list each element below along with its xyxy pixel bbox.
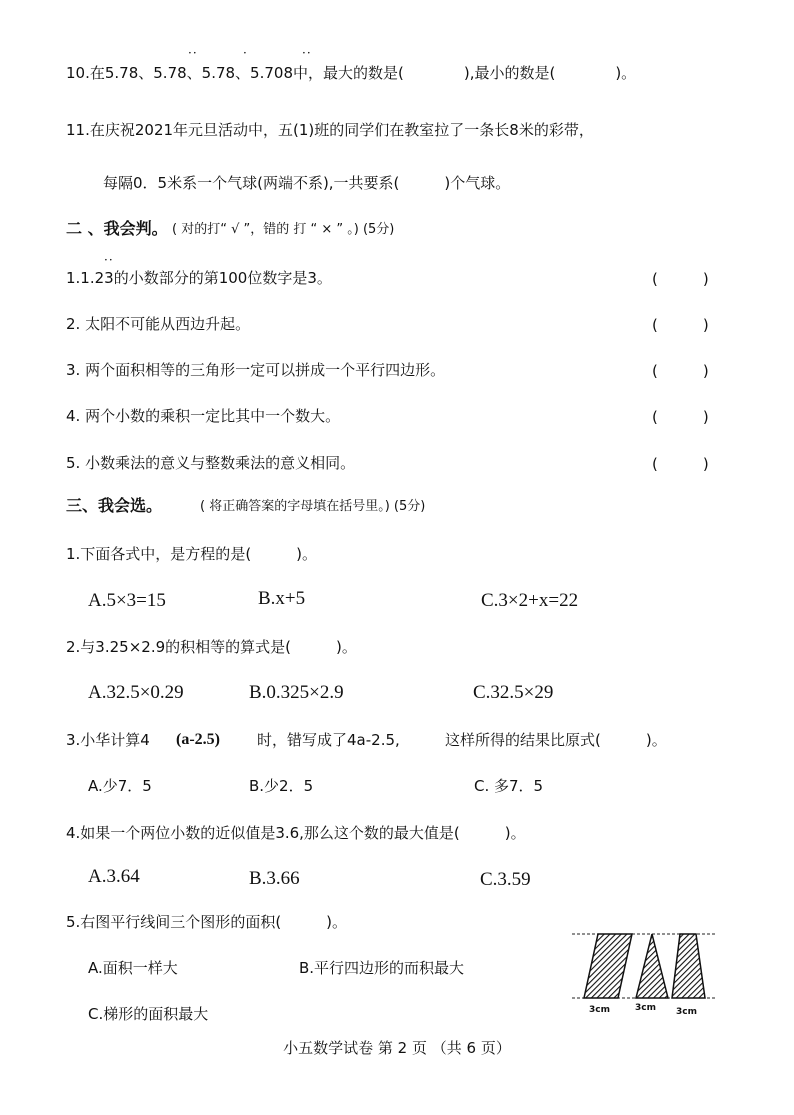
choice-q3-stem-b: (a-2.5) [176, 731, 220, 748]
section-2-title: 二 、我会判。 [66, 219, 168, 238]
judge-item-3: 3. 两个面积相等的三角形一定可以拼成一个平行四边形。 [66, 361, 446, 379]
figure-label-3: 3cm [676, 1007, 697, 1017]
choice-q2-option-c: C.32.5×29 [473, 682, 554, 703]
choice-q4-stem: 4.如果一个两位小数的近似值是3.6,那么这个数的最大值是( )。 [66, 824, 526, 842]
repeat-dots: ·· [188, 46, 198, 60]
choice-q1-option-b: B.x+5 [258, 588, 306, 609]
section-3-note: ( 将正确答案的字母填在括号里。) (5分) [200, 499, 426, 514]
figure-label-2: 3cm [635, 1003, 656, 1013]
answer-paren-4[interactable]: ( ) [652, 408, 709, 426]
choice-q3-stem-c: 时，错写成了4a-2.5, [257, 731, 400, 749]
choice-q5-stem: 5.右图平行线间三个图形的面积( )。 [66, 913, 348, 931]
repeat-dots: ·· [104, 253, 114, 267]
choice-q4-option-b: B.3.66 [249, 868, 300, 889]
choice-q1-option-c: C.3×2+x=22 [481, 590, 579, 611]
choice-q3-option-a: A.少7．5 [88, 777, 152, 795]
triangle-shape [636, 934, 668, 998]
parallel-lines-diagram [572, 926, 722, 1018]
choice-q4-option-a: A.3.64 [88, 866, 140, 887]
trapezoid-shape [672, 934, 705, 998]
choice-q3-option-c: C. 多7．5 [474, 777, 544, 795]
question-11-line2: 每隔0．5米系一个气球(两端不系),一共要系( )个气球。 [103, 174, 511, 192]
judge-item-1: 1.1.23的小数部分的第100位数字是3。 [66, 269, 332, 287]
section-2-note: ( 对的打“ √ ”，错的 打 “ × ” 。) (5分) [172, 222, 395, 237]
question-11-line1: 11.在庆祝2021年元旦活动中，五(1)班的同学们在教室拉了一条长8米的彩带， [66, 121, 594, 139]
choice-q4-option-c: C.3.59 [480, 869, 531, 890]
section-3-title: 三、我会选。 [66, 496, 163, 515]
page-footer: 小五数学试卷 第 2 页 （共 6 页） [283, 1039, 511, 1057]
choice-q5-option-b: B.平行四边形的而积最大 [299, 959, 465, 977]
answer-paren-5[interactable]: ( ) [652, 455, 709, 473]
choice-q5-option-c: C.梯形的面积最大 [88, 1005, 209, 1023]
choice-q2-stem: 2.与3.25×2.9的积相等的算式是( )。 [66, 638, 357, 656]
answer-paren-1[interactable]: ( ) [652, 270, 709, 288]
choice-q2-option-a: A.32.5×0.29 [88, 682, 184, 703]
choice-q3-stem-a: 3.小华计算4 [66, 731, 150, 749]
judge-item-4: 4. 两个小数的乘积一定比其中一个数大。 [66, 407, 341, 425]
question-10: 10.在5.78、5.78、5.78、5.708中，最大的数是( ),最小的数是( )。 [66, 64, 637, 82]
choice-q1-option-a: A.5×3=15 [88, 590, 166, 611]
figure-label-1: 3cm [589, 1005, 610, 1015]
choice-q3-stem-d: 这样所得的结果比原式( )。 [445, 731, 667, 749]
choice-q1-stem: 1.下面各式中，是方程的是( )。 [66, 545, 318, 563]
answer-paren-2[interactable]: ( ) [652, 316, 709, 334]
answer-paren-3[interactable]: ( ) [652, 362, 709, 380]
repeat-dots: ·· [302, 46, 312, 60]
judge-item-2: 2. 太阳不可能从西边升起。 [66, 315, 251, 333]
parallel-lines-figure [572, 926, 722, 1022]
choice-q5-option-a: A.面积一样大 [88, 959, 178, 977]
choice-q3-option-b: B.少2．5 [249, 777, 314, 795]
choice-q2-option-b: B.0.325×2.9 [249, 682, 344, 703]
parallelogram-shape [584, 934, 632, 998]
judge-item-5: 5. 小数乘法的意义与整数乘法的意义相同。 [66, 454, 356, 472]
repeat-dot: · [243, 46, 248, 60]
